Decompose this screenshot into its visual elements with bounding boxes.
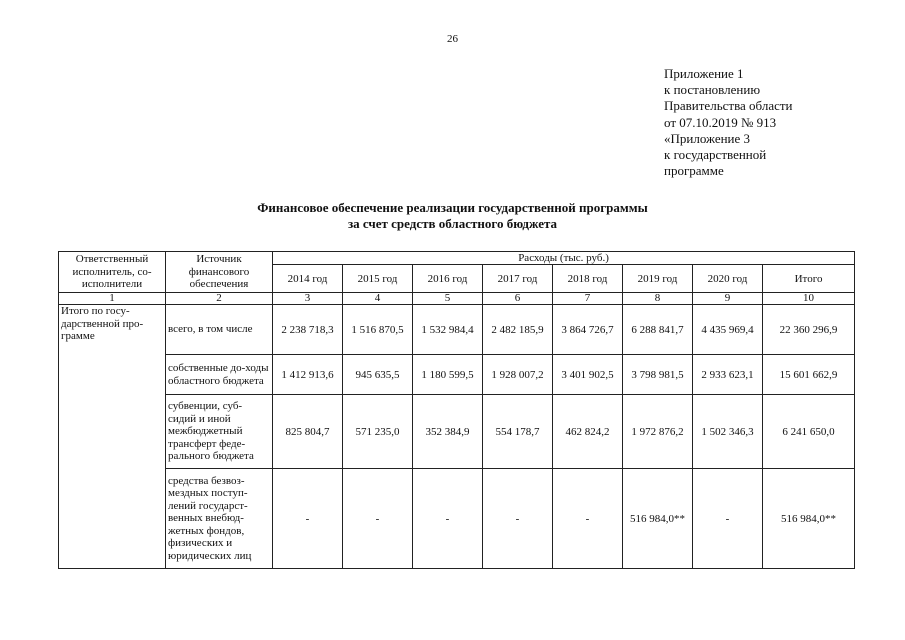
header-responsible: Ответственный исполнитель, со-исполнители <box>59 252 166 293</box>
value-cell: 2 482 185,9 <box>483 305 553 355</box>
header-year: 2017 год <box>483 265 553 293</box>
value-cell: 4 435 969,4 <box>693 305 763 355</box>
appendix-line: к постановлению <box>664 82 761 98</box>
header-year: 2016 год <box>413 265 483 293</box>
appendix-line: от 07.10.2019 № 913 <box>664 114 777 130</box>
header-year: 2020 год <box>693 265 763 293</box>
column-number: 3 <box>273 293 343 305</box>
header-year: 2015 год <box>343 265 413 293</box>
value-cell: 3 864 726,7 <box>553 305 623 355</box>
value-cell: 6 288 841,7 <box>623 305 693 355</box>
appendix-line: Правительства области <box>664 98 793 114</box>
value-cell: - <box>413 469 483 569</box>
value-cell: 2 238 718,3 <box>273 305 343 355</box>
value-cell: 571 235,0 <box>343 395 413 469</box>
value-cell: 2 933 623,1 <box>693 355 763 395</box>
page-number: 26 <box>447 33 458 45</box>
title-line: за счет средств областного бюджета <box>347 216 558 231</box>
financing-table <box>58 251 855 569</box>
header-source: Источник финансового обеспечения <box>166 252 273 293</box>
value-cell: 1 412 913,6 <box>273 355 343 395</box>
value-cell: 15 601 662,9 <box>763 355 855 395</box>
header-expenses: Расходы (тыс. руб.) <box>273 252 855 265</box>
column-number: 8 <box>623 293 693 305</box>
source-cell: собственные до-ходы областного бюджета <box>166 355 273 395</box>
value-cell: 1 502 346,3 <box>693 395 763 469</box>
value-cell: 6 241 650,0 <box>763 395 855 469</box>
header-year: 2014 год <box>273 265 343 293</box>
value-cell: 1 180 599,5 <box>413 355 483 395</box>
source-cell: субвенции, суб-сидий и иной межбюджетный трансферт феде-рального бюджета <box>166 395 273 469</box>
responsible-cell: Итого по госу-дарственной про-грамме <box>59 305 166 569</box>
appendix-line: к государственной <box>664 147 767 163</box>
value-cell: 3 798 981,5 <box>623 355 693 395</box>
value-cell: 462 824,2 <box>553 395 623 469</box>
value-cell: 1 928 007,2 <box>483 355 553 395</box>
value-cell: 516 984,0** <box>623 469 693 569</box>
appendix-block <box>664 66 793 179</box>
table-row <box>59 469 855 569</box>
value-cell: 22 360 296,9 <box>763 305 855 355</box>
column-number: 7 <box>553 293 623 305</box>
column-number: 5 <box>413 293 483 305</box>
column-number: 2 <box>166 293 273 305</box>
value-cell: 352 384,9 <box>413 395 483 469</box>
header-year: 2018 год <box>553 265 623 293</box>
value-cell: - <box>693 469 763 569</box>
header-total: Итого <box>763 265 855 293</box>
column-number: 4 <box>343 293 413 305</box>
value-cell: 1 516 870,5 <box>343 305 413 355</box>
column-number-row <box>59 293 855 305</box>
column-number: 9 <box>693 293 763 305</box>
table-row <box>59 395 855 469</box>
value-cell: 3 401 902,5 <box>553 355 623 395</box>
value-cell: 1 972 876,2 <box>623 395 693 469</box>
title-line: Финансовое обеспечение реализации государственной программы <box>257 200 648 215</box>
source-cell: средства безвоз-мездных поступ-лений государст-венных внебюд-жетных фондов, физических и юридических лиц <box>166 469 273 569</box>
value-cell: 554 178,7 <box>483 395 553 469</box>
value-cell: - <box>553 469 623 569</box>
column-number: 1 <box>59 293 166 305</box>
value-cell: - <box>343 469 413 569</box>
value-cell: - <box>483 469 553 569</box>
value-cell: 825 804,7 <box>273 395 343 469</box>
header-year: 2019 год <box>623 265 693 293</box>
column-number: 6 <box>483 293 553 305</box>
table-row <box>59 355 855 395</box>
value-cell: 1 532 984,4 <box>413 305 483 355</box>
value-cell: - <box>273 469 343 569</box>
table-row <box>59 305 855 355</box>
appendix-line: Приложение 1 <box>664 66 744 81</box>
source-cell: всего, в том числе <box>166 305 273 355</box>
appendix-line: «Приложение 3 <box>664 130 751 146</box>
appendix-line: программе <box>664 163 724 179</box>
document-title <box>0 200 905 232</box>
value-cell: 516 984,0** <box>763 469 855 569</box>
column-number: 10 <box>763 293 855 305</box>
value-cell: 945 635,5 <box>343 355 413 395</box>
